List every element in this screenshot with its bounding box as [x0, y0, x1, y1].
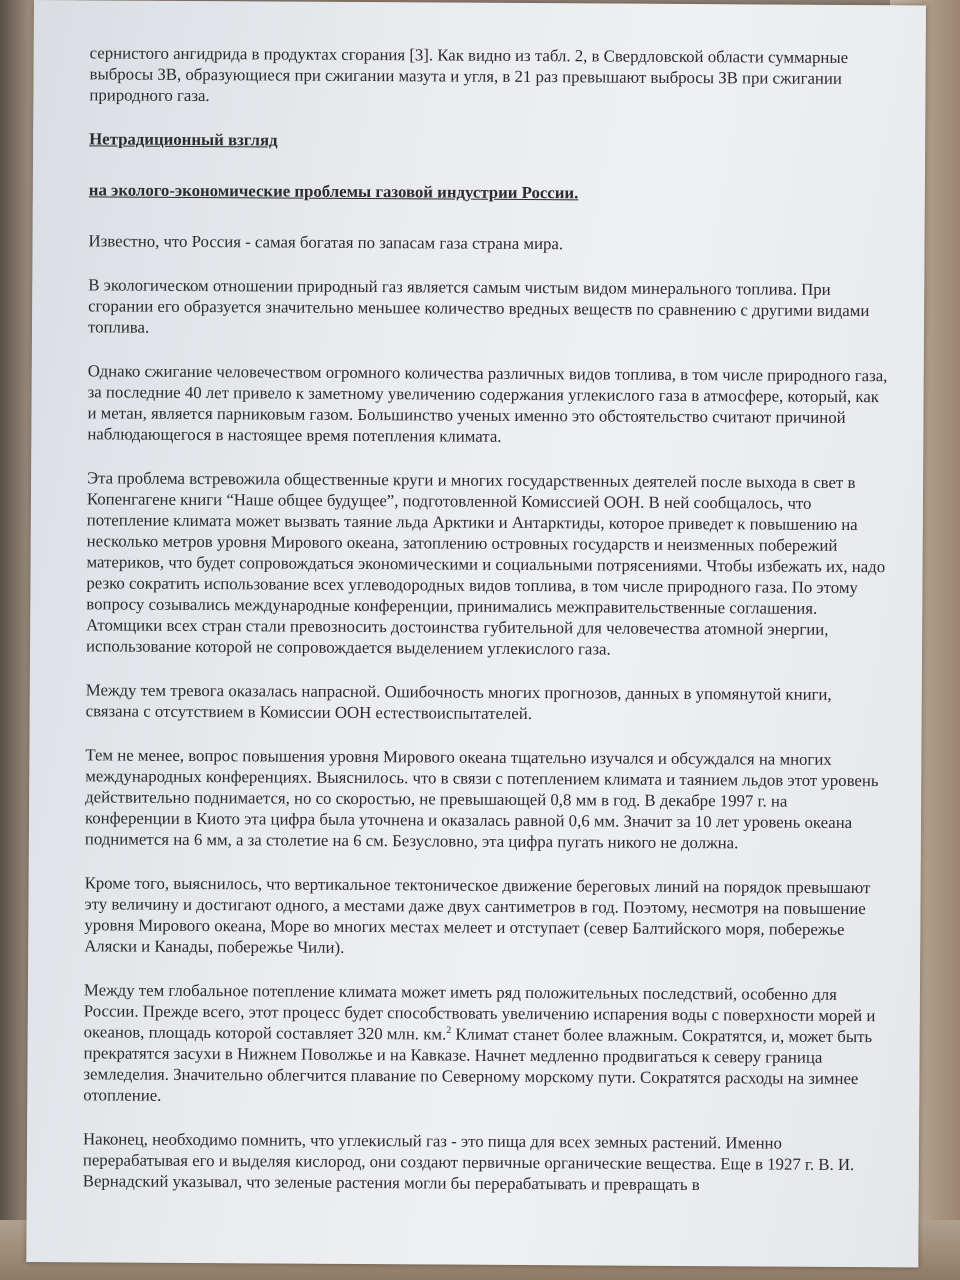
- superscript-2: 2: [446, 1024, 452, 1036]
- intro-paragraph: сернистого ангидрида в продуктах сгорания [3]. Как видно из табл. 2, в Свердловской области суммарные выбросы ЗВ, образующиеся при сжигании мазута и угля, в 21 раз превышают выбросы ЗВ при сжигании природного газа.: [89, 43, 849, 106]
- paper-sheet: [26, 0, 926, 1267]
- paragraph-9: Наконец, необходимо помнить, что углекислый газ - это пища для всех земных растений. Именно перерабатывая его и выделяя кислород, они создают первичные органические вещества. Еще в 1927 г. В. И. Вернадский указывал, что зеленые растения могли бы перерабатывать и превращать в: [82, 1129, 855, 1195]
- section-heading-line1: Нетрадиционный взгляд: [89, 129, 278, 150]
- paragraph-2: В экологическом отношении природный газ является самым чистым видом минерального топлива. При сгорании его образуется значительно меньшее количество вредных веществ по сравнению с другими видами топлива.: [87, 275, 870, 337]
- document-body: [83, 42, 890, 1219]
- paragraph-8: [83, 979, 884, 1110]
- paragraph-8-part-b: Климат станет более влажным. Сократятся, и, может быть прекратятся засухи в Нижнем Поволжье и на Кавказе. Начнет медленно продвигаться к северу граница земледелия. Значительно облегчится плавание по Северному морскому пути. Сократятся расходы на зимнее отопление.: [83, 1024, 873, 1105]
- paragraph-5: Между тем тревога оказалась напрасной. Ошибочность многих прогнозов, данных в упомянутой книги, связана с отсутствием в Комиссии ООН естествоиспытателей.: [85, 680, 832, 724]
- paragraph-7: Кроме того, выяснилось, что вертикальное тектоническое движение береговых линий на порядок превышают эту величину и достигают одного, а местами даже двух сантиметров в год. Поэтому, несмотря на повышение уровня Мирового океана, Море во многих местах мелеет и отступает (север Балтийского моря, побережье Аляски и Канады, побережье Чили).: [84, 873, 871, 957]
- paragraph-6: Тем не менее, вопрос повышения уровня Мирового океана тщательно изучался и обсуждался на многих международных конференциях. Выяснилось. что в связи с потеплением климата и таянием льдов этот уровень действительно поднимается, но со скоростью, не превышающей 0,8 мм в год. В декабре 1997 г. на конференции в Киото эта цифра была уточнена и оказалась равной 0,6 мм. Значит за 10 лет уровень океана поднимется на 6 мм, а за столетие на 6 см. Безусловно, эта цифра пугать никого не должна.: [84, 745, 879, 853]
- paragraph-3: Однако сжигание человечеством огромного количества различных видов топлива, в том числе природного газа, за последние 40 лет привело к заметному увеличению содержания углекислого газа в атмосфере, который, как и метан, является парниковым газом. Большинство ученых именно это обстоятельство считают причиной наблюдающегося в настоящее время потепления климата.: [87, 361, 888, 446]
- paragraph-4: Эта проблема встревожила общественные круги и многих государственных деятелей после выхода в свет в Копенгагене книги “Наше общее будущее”, подготовленной Комиссией ООН. В ней сообщалось, что потепление климата может вызвать таяние льда Арктики и Антарктиды, которое приведет к повышению на несколько метров уровня Мирового океана, затоплению островных государств и неизменных побережий материков, что будет сопровождаться экономическими и социальными потрясениями. Чтобы избежать их, надо резко сократить использование всех углеводородных видов топлива, в том числе природного газа. По этому вопросу созывались международные конференции, принимались межправительственные соглашения. Атомщики всех стран стали превозносить достоинства губительной для человечества атомной энергии, использование которой не сопровождается выделением углекислого газа.: [85, 468, 886, 659]
- section-heading-line2: на эколого-экономические проблемы газовой индустрии России.: [88, 180, 579, 203]
- paragraph-1: Известно, что Россия - самая богатая по запасам газа страна мира.: [88, 231, 564, 254]
- paragraph-8-part-a: Между тем глобальное потепление климата может иметь ряд положительных последствий, особенно для России. Прежде всего, этот процесс будет способствовать увеличению испарения воды с поверхности морей и океанов, площадь которой составляет 320 млн. км.: [83, 980, 876, 1044]
